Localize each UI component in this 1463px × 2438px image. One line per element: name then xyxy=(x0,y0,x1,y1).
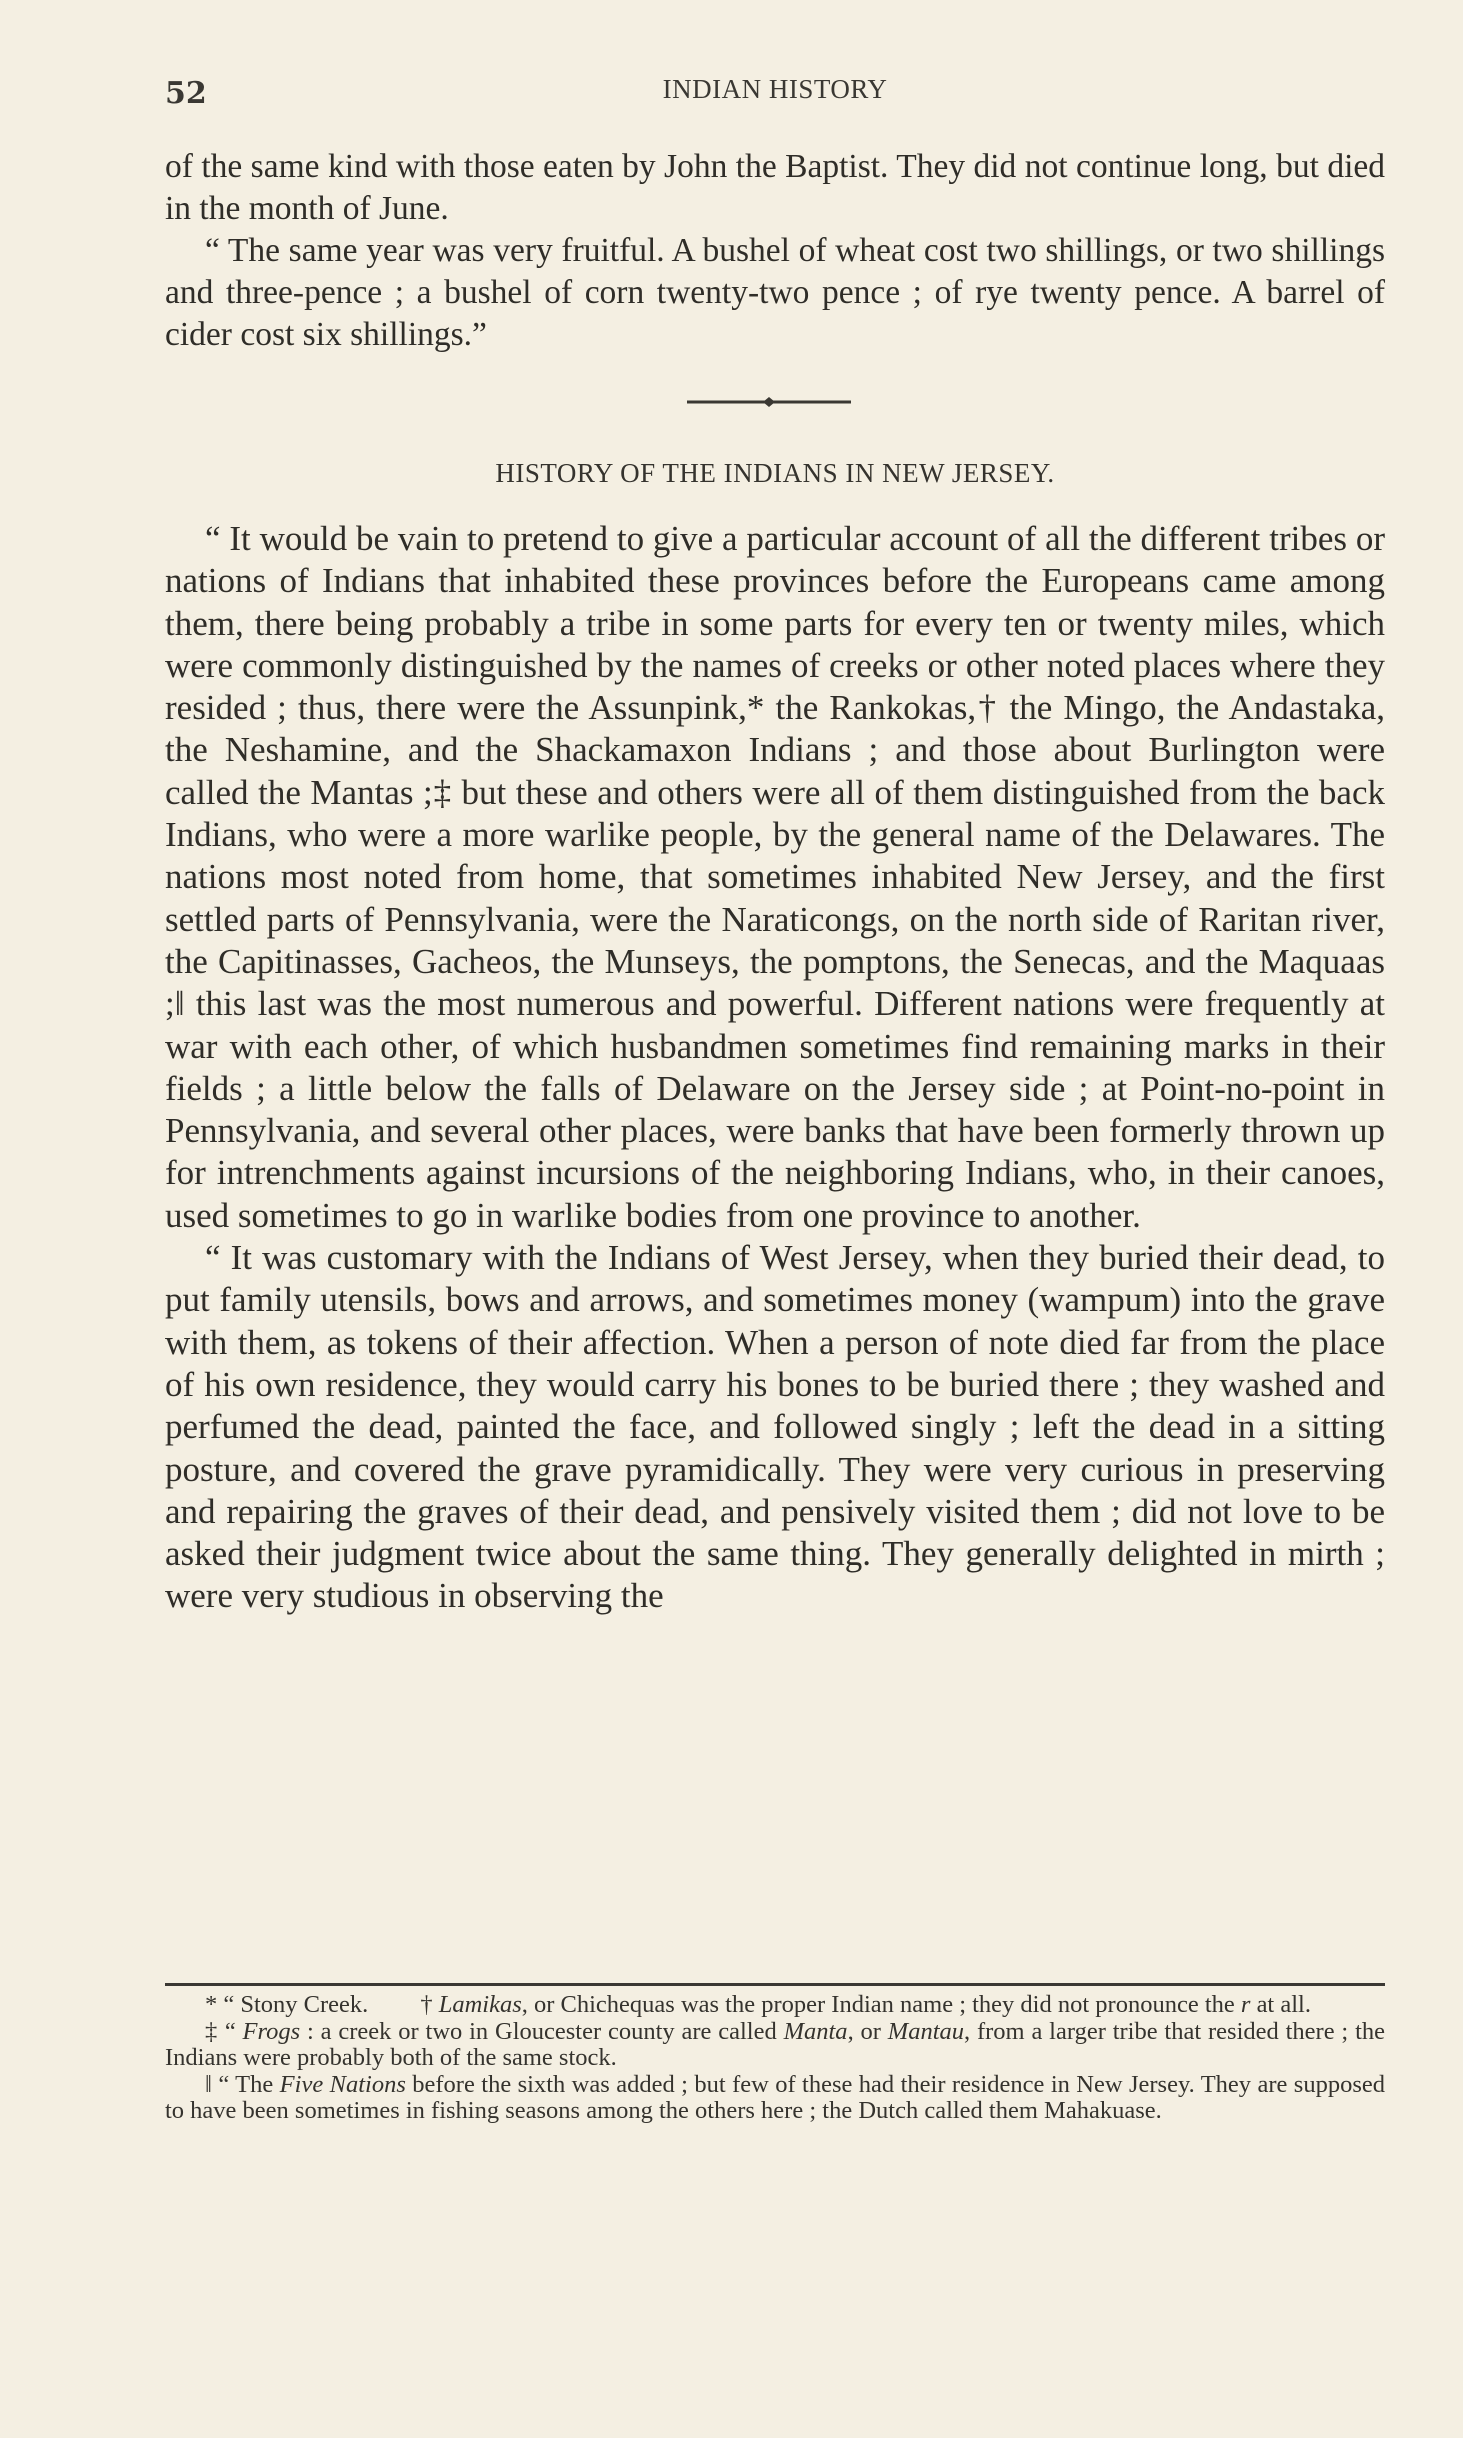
footnote xyxy=(165,2072,1385,2125)
footnote-rule xyxy=(165,1983,1385,1986)
footnote-mark: ‡ xyxy=(205,2017,218,2045)
section-body xyxy=(165,518,1385,1618)
footnote xyxy=(165,2019,1385,2072)
footnote-italic: r xyxy=(1240,1991,1251,2018)
footnote-line xyxy=(165,1992,1385,2019)
continuation-text xyxy=(165,146,1385,356)
footnote-mark: ‖ xyxy=(205,2070,212,2098)
footnote-mark: * xyxy=(205,1991,218,2018)
footnote-text: , or xyxy=(847,2017,888,2045)
footnote-mark: † xyxy=(420,1991,433,2018)
section-divider-ornament-icon xyxy=(687,394,851,410)
footnote-italic: Lamikas xyxy=(438,1991,522,2018)
footnote-italic: Five Nations xyxy=(279,2070,406,2098)
footnote-italic: Mantau xyxy=(887,2017,965,2045)
section-heading: HISTORY OF THE INDIANS IN NEW JERSEY. xyxy=(495,458,1055,488)
paragraph: “ It would be vain to pretend to give a particular account of all the different tribes or nations of Indians that inhabited these provinces before the Europeans came among them, there being probably a tribe in some parts for every ten or twenty miles, which were commonly distinguished by the names of creeks or other noted places where they resided ; thus, there were the Assunpink,* the Rankokas,† the Mingo, the Andastaka, the Neshamine, and the Shackamaxon Indians ; and those about Burlington were called the Mantas ;‡ but these and others were all of them distinguished from the back Indians, who were a more warlike people, by the general name of the Delawares. The nations most noted from home, that sometimes inhabited New Jersey, and the first settled parts of Pennsylvania, were the Naraticongs, on the north side of Raritan river, the Capitinasses, Gacheos, the Munseys, the pomptons, the Senecas, and the Maquaas ;‖ this last was the most numerous and powerful. Different nations were frequently at war with each other, of which husbandmen sometimes find remaining marks in their fields ; a little below the falls of Delaware on the Jersey side ; at Point-no-point in Pennsylvania, and several other places, were banks that have been formerly thrown up for intrenchments against incursions of the neighboring Indians, who, in their canoes, used sometimes to go in warlike bodies from one province to another. xyxy=(165,519,1385,1235)
paragraph: “ The same year was very fruitful. A bushel of wheat cost two shillings, or two shillings and three-pence ; a bushel of corn twenty-two pence ; of rye twenty pence. A barrel of cider cost six shillings.” xyxy=(165,232,1385,353)
paragraph: “ It was customary with the Indians of West Jersey, when they buried their dead, to put family utensils, bows and arrows, and sometimes money (wampum) into the grave with them, as tokens of their affection. When a person of note died far from the place of his own residence, they would carry his bones to be buried there ; they washed and perfumed the dead, painted the face, and followed singly ; left the dead in a sitting posture, and covered the grave pyramidically. They were very curious in preserving and repairing the graves of their dead, and pensively visited them ; did not love to be asked their judgment twice about the same thing. They generally delighted in mirth ; were very studious in observing the xyxy=(165,1238,1385,1616)
footnote-text: : a creek or two in Gloucester county are called xyxy=(300,2017,784,2045)
running-head xyxy=(165,72,1385,112)
footnote-text: “ xyxy=(224,2017,243,2045)
footnote-text: “ Stony Creek. xyxy=(223,1991,369,2018)
footnote-text: , or Chichequas was the proper Indian name ; they did not pronounce the xyxy=(521,1991,1241,2018)
footnote-text: “ The xyxy=(218,2070,280,2098)
footnote-text: , from a larger tribe that resided there ; the Indians were probably both of the same stock. xyxy=(165,2017,1385,2071)
footnote-text: before the sixth was added ; but few of these had their residence in New Jersey. They are supposed to have been sometimes in fishing seasons among the others here ; the Dutch called them Mahakuase. xyxy=(165,2070,1385,2124)
running-head-title: INDIAN HISTORY xyxy=(662,74,888,104)
footnote-italic: Frogs xyxy=(242,2017,301,2045)
footnote-italic: Manta xyxy=(783,2017,848,2045)
page-number: 52 xyxy=(165,76,207,111)
paragraph: of the same kind with those eaten by John the Baptist. They did not continue long, but died in the month of June. xyxy=(165,148,1385,227)
footnotes xyxy=(165,1992,1385,2125)
footnote-text: at all. xyxy=(1250,1991,1311,2018)
